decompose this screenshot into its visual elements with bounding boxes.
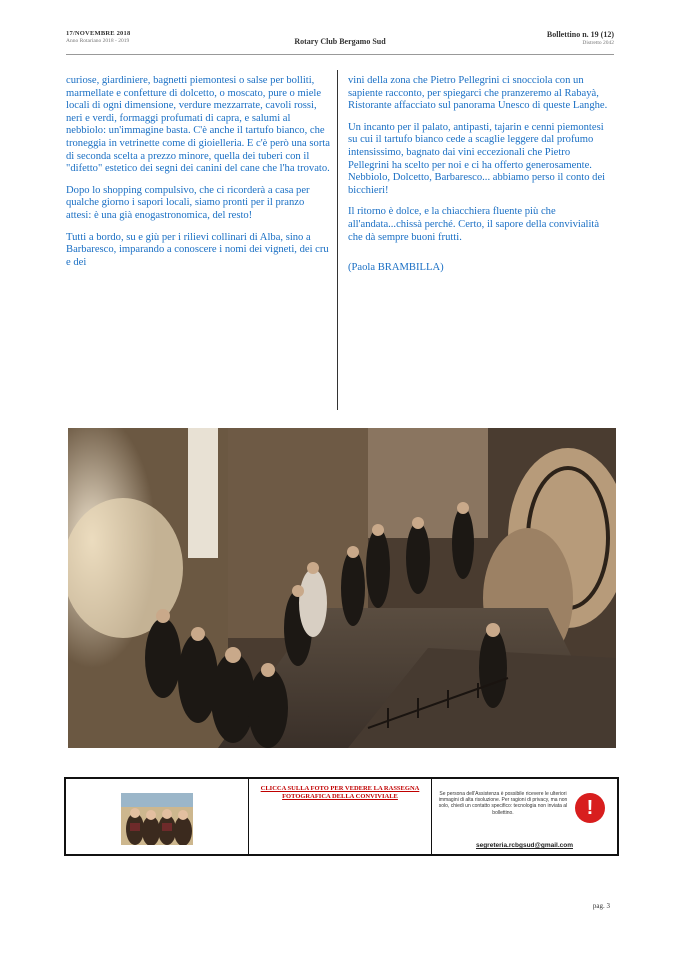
left-column <box>66 75 330 278</box>
left-paragraph: Dopo lo shopping compulsivo, che ci ricorderà a casa per qualche giorno i sapori locali, siamo pronti per il pranzo attesi: è una già enogastronomica, del resto! <box>66 184 310 221</box>
left-paragraph: Tutti a bordo, su e giù per i rilievi collinari di Alba, sino a Barbaresco, imparando a conoscere i nomi dei vigneti, dei cru e dei <box>66 231 329 268</box>
header-left <box>66 30 176 44</box>
page-number: pag. 3 <box>592 902 610 910</box>
header-bulletin-sub: Distretto 2042 <box>582 40 614 46</box>
contact-email-link[interactable]: segreteria.rcbgsud@gmail.com <box>475 842 573 849</box>
header-club-name: Rotary Club Bergamo Sud <box>294 37 386 46</box>
exclamation-icon: ! <box>575 793 605 823</box>
header-rule <box>66 54 614 55</box>
header-right <box>504 30 614 46</box>
gallery-thumbnail-cell <box>66 779 249 854</box>
gallery-link-cell <box>249 779 432 854</box>
author-signature: (Paola BRAMBILLA) <box>348 262 444 274</box>
privacy-note: Se persona dell'Assistenza è possibile ricevere le ulteriori immagini di alta risoluzione. Per ragioni di privacy, ma non solo, chiedi un contatto specifico: tecnologia non inviata al bollettino. <box>438 791 568 816</box>
gallery-thumbnail[interactable] <box>121 793 193 845</box>
contact-cell <box>432 779 617 854</box>
gallery-link[interactable]: CLICCA SULLA FOTO PER VEDERE LA RASSEGNA FOTOGRAFICA DELLA CONVIVIALE <box>260 785 420 800</box>
photo-gallery-box <box>64 777 619 856</box>
right-paragraph: Un incanto per il palato, antipasti, tajarin e cenni piemontesi su cui il tartufo bianco cede a scaglie leggere dal profumo intensissimo, bagnato dai vini eccezionali che Pietro Pellegrini ha scelto per noi e ci ha offerto generosamente. Nebbiolo, Dolcetto, Barbaresco... abbiamo perso il conto dei bicchieri! <box>348 121 606 196</box>
left-paragraph: curiose, giardiniere, bagnetti piemontesi o salse per bolliti, marmellate e confetture di dolcetto, o moscato, pure o miele locali di ogni dimensione, verdure mezzarrate, cavoli rossi, neri e verdi, formaggi profumati di capra, e salumi al nebbiolo: un'immagine basta. C'è anche il tartufo bianco, che troneggia in vetrinette come di gioielleria. E c'è però una sorta di seconda scelta a prezzo minore, quella dei tuberi con il "difetto" estetico dei segni dei canini del cane che l'ha trovato. <box>66 75 331 175</box>
right-column <box>348 75 612 284</box>
header-bulletin: Bollettino n. 19 (12) <box>546 30 614 39</box>
cellar-photo[interactable] <box>68 428 616 748</box>
right-paragraph: Il ritorno è dolce, e la chiacchiera fluente più che all'andata...chissà perché. Certo, il sapore della convivialità che dà sempre buoni frutti. <box>348 206 600 243</box>
header-date: 17/NOVEMBRE 2018 <box>66 30 131 37</box>
header-year: Anno Rotariano 2018 - 2019 <box>66 38 130 44</box>
column-divider <box>337 70 338 410</box>
right-paragraph: vini della zona che Pietro Pellegrini ci snocciola con un sapiente racconto, per spiegarci che pranzeremo al Rabayà, Ristorante affacciato sul panorama Unesco di queste Langhe. <box>348 75 608 112</box>
